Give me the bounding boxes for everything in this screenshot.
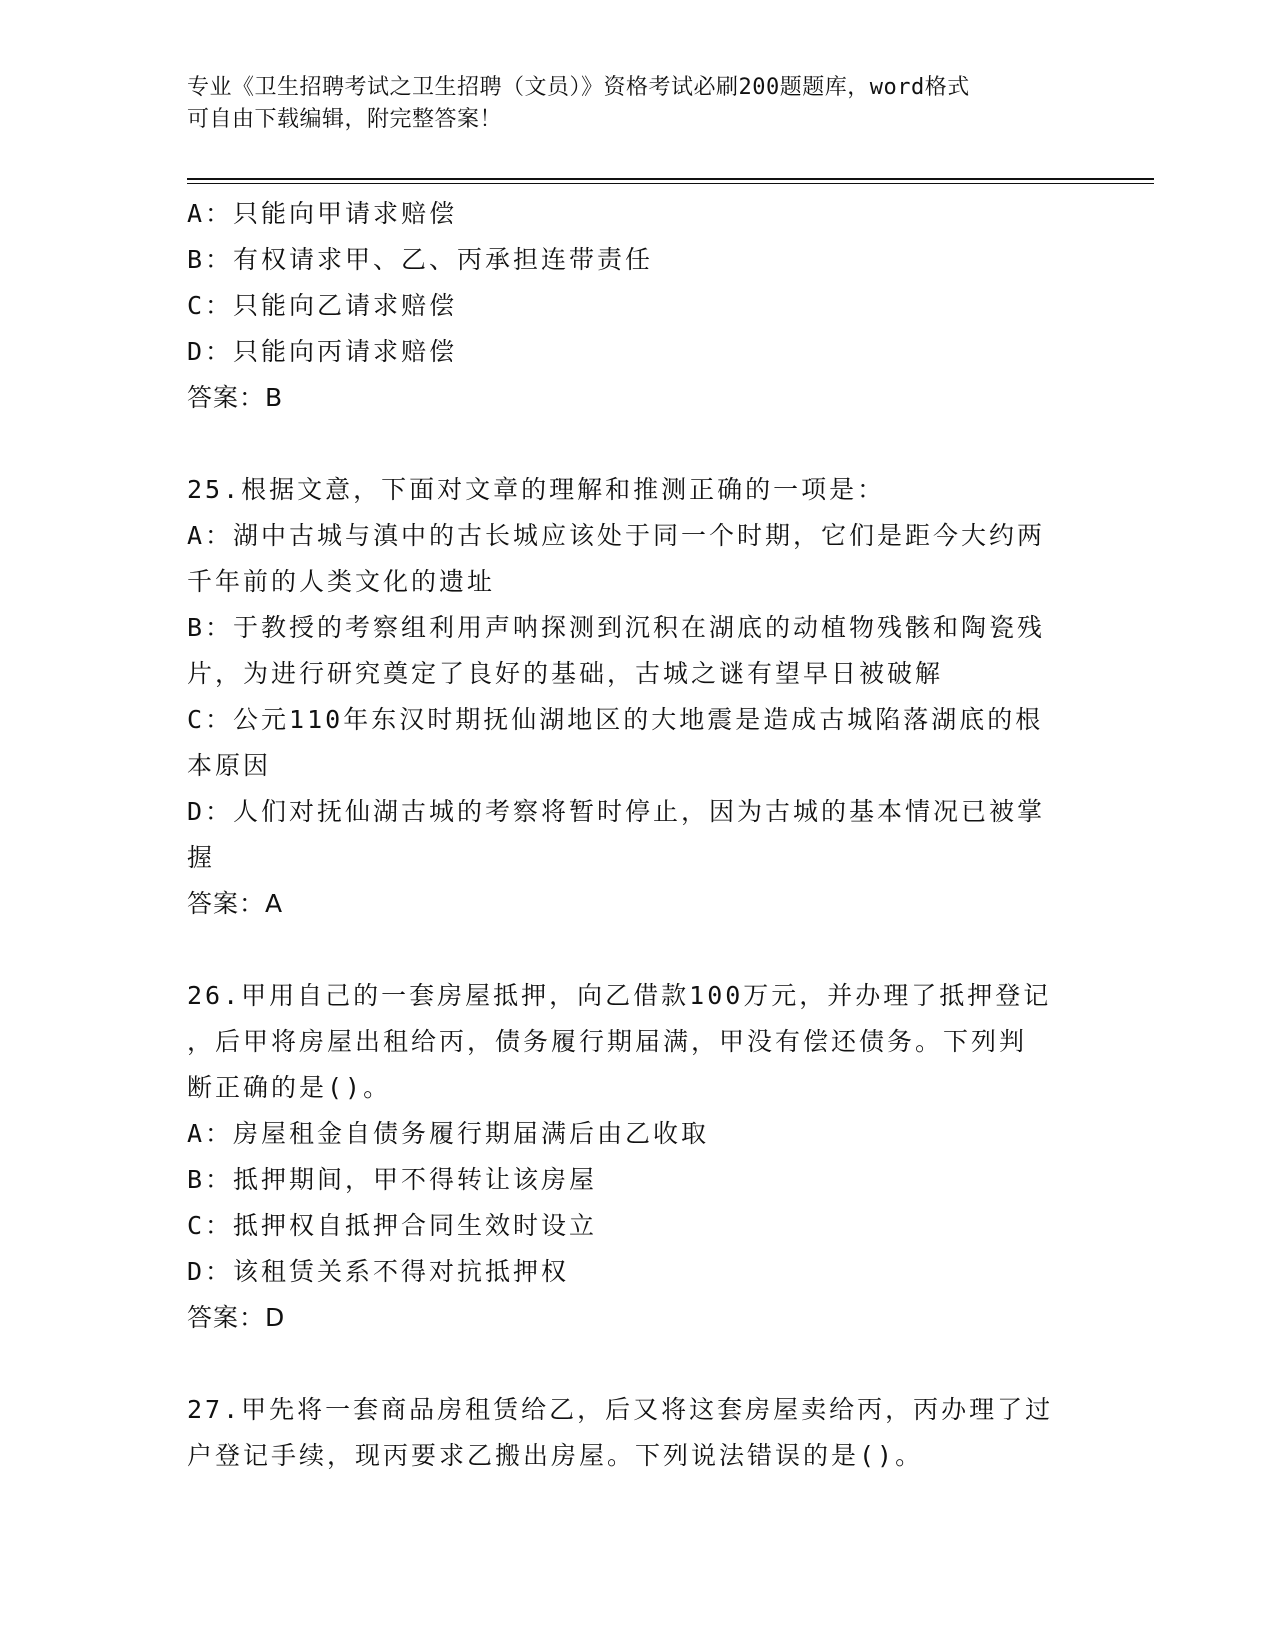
question-stem: 25.根据文意，下面对文章的理解和推测正确的一项是： [187, 475, 886, 504]
option-c: C：只能向乙请求赔偿 [187, 291, 458, 320]
option-b: B：有权请求甲、乙、丙承担连带责任 [187, 245, 654, 274]
header-line-2: 可自由下载编辑，附完整答案！ [187, 107, 503, 132]
document-body [187, 191, 1087, 1479]
option-b: B：抵押期间，甲不得转让该房屋 [187, 1165, 598, 1194]
option-d-continued: 握 [187, 843, 216, 872]
answer: 答案：A [187, 889, 284, 918]
question-26-block [187, 973, 1087, 1341]
question-27-block [187, 1387, 1087, 1479]
question-stem-continued: 户登记手续，现丙要求乙搬出房屋。下列说法错误的是()。 [187, 1441, 924, 1470]
question-stem: 27.甲先将一套商品房租赁给乙，后又将这套房屋卖给丙，丙办理了过 [187, 1395, 1054, 1424]
option-a: A：湖中古城与滇中的古长城应该处于同一个时期，它们是距今大约两 [187, 521, 1046, 550]
option-d: D：该租赁关系不得对抗抵押权 [187, 1257, 570, 1286]
option-c: C：公元110年东汉时期抚仙湖地区的大地震是造成古城陷落湖底的根 [187, 705, 1044, 734]
option-c: C：抵押权自抵押合同生效时设立 [187, 1211, 598, 1240]
question-stem-continued: 断正确的是()。 [187, 1073, 392, 1102]
option-a: A：只能向甲请求赔偿 [187, 199, 458, 228]
answer: 答案：B [187, 383, 284, 412]
header-rule-thin [187, 183, 1154, 184]
option-a-continued: 千年前的人类文化的遗址 [187, 567, 496, 596]
option-d: D：只能向丙请求赔偿 [187, 337, 458, 366]
question-stem: 26.甲用自己的一套房屋抵押，向乙借款100万元，并办理了抵押登记 [187, 981, 1052, 1010]
header-rule-thick [187, 178, 1154, 180]
prev-question-block [187, 191, 1087, 421]
question-25-block [187, 467, 1087, 927]
option-b-continued: 片，为进行研究奠定了良好的基础，古城之谜有望早日被破解 [187, 659, 944, 688]
header-line-1: 专业《卫生招聘考试之卫生招聘（文员）》资格考试必刷200题题库，word格式 [187, 75, 970, 100]
answer: 答案：D [187, 1303, 286, 1332]
document-header [187, 72, 1067, 136]
option-b: B：于教授的考察组利用声呐探测到沉积在湖底的动植物残骸和陶瓷残 [187, 613, 1046, 642]
question-stem-continued: ，后甲将房屋出租给丙，债务履行期届满，甲没有偿还债务。下列判 [187, 1027, 1028, 1056]
option-a: A：房屋租金自债务履行期届满后由乙收取 [187, 1119, 710, 1148]
option-c-continued: 本原因 [187, 751, 272, 780]
option-d: D：人们对抚仙湖古城的考察将暂时停止，因为古城的基本情况已被掌 [187, 797, 1046, 826]
